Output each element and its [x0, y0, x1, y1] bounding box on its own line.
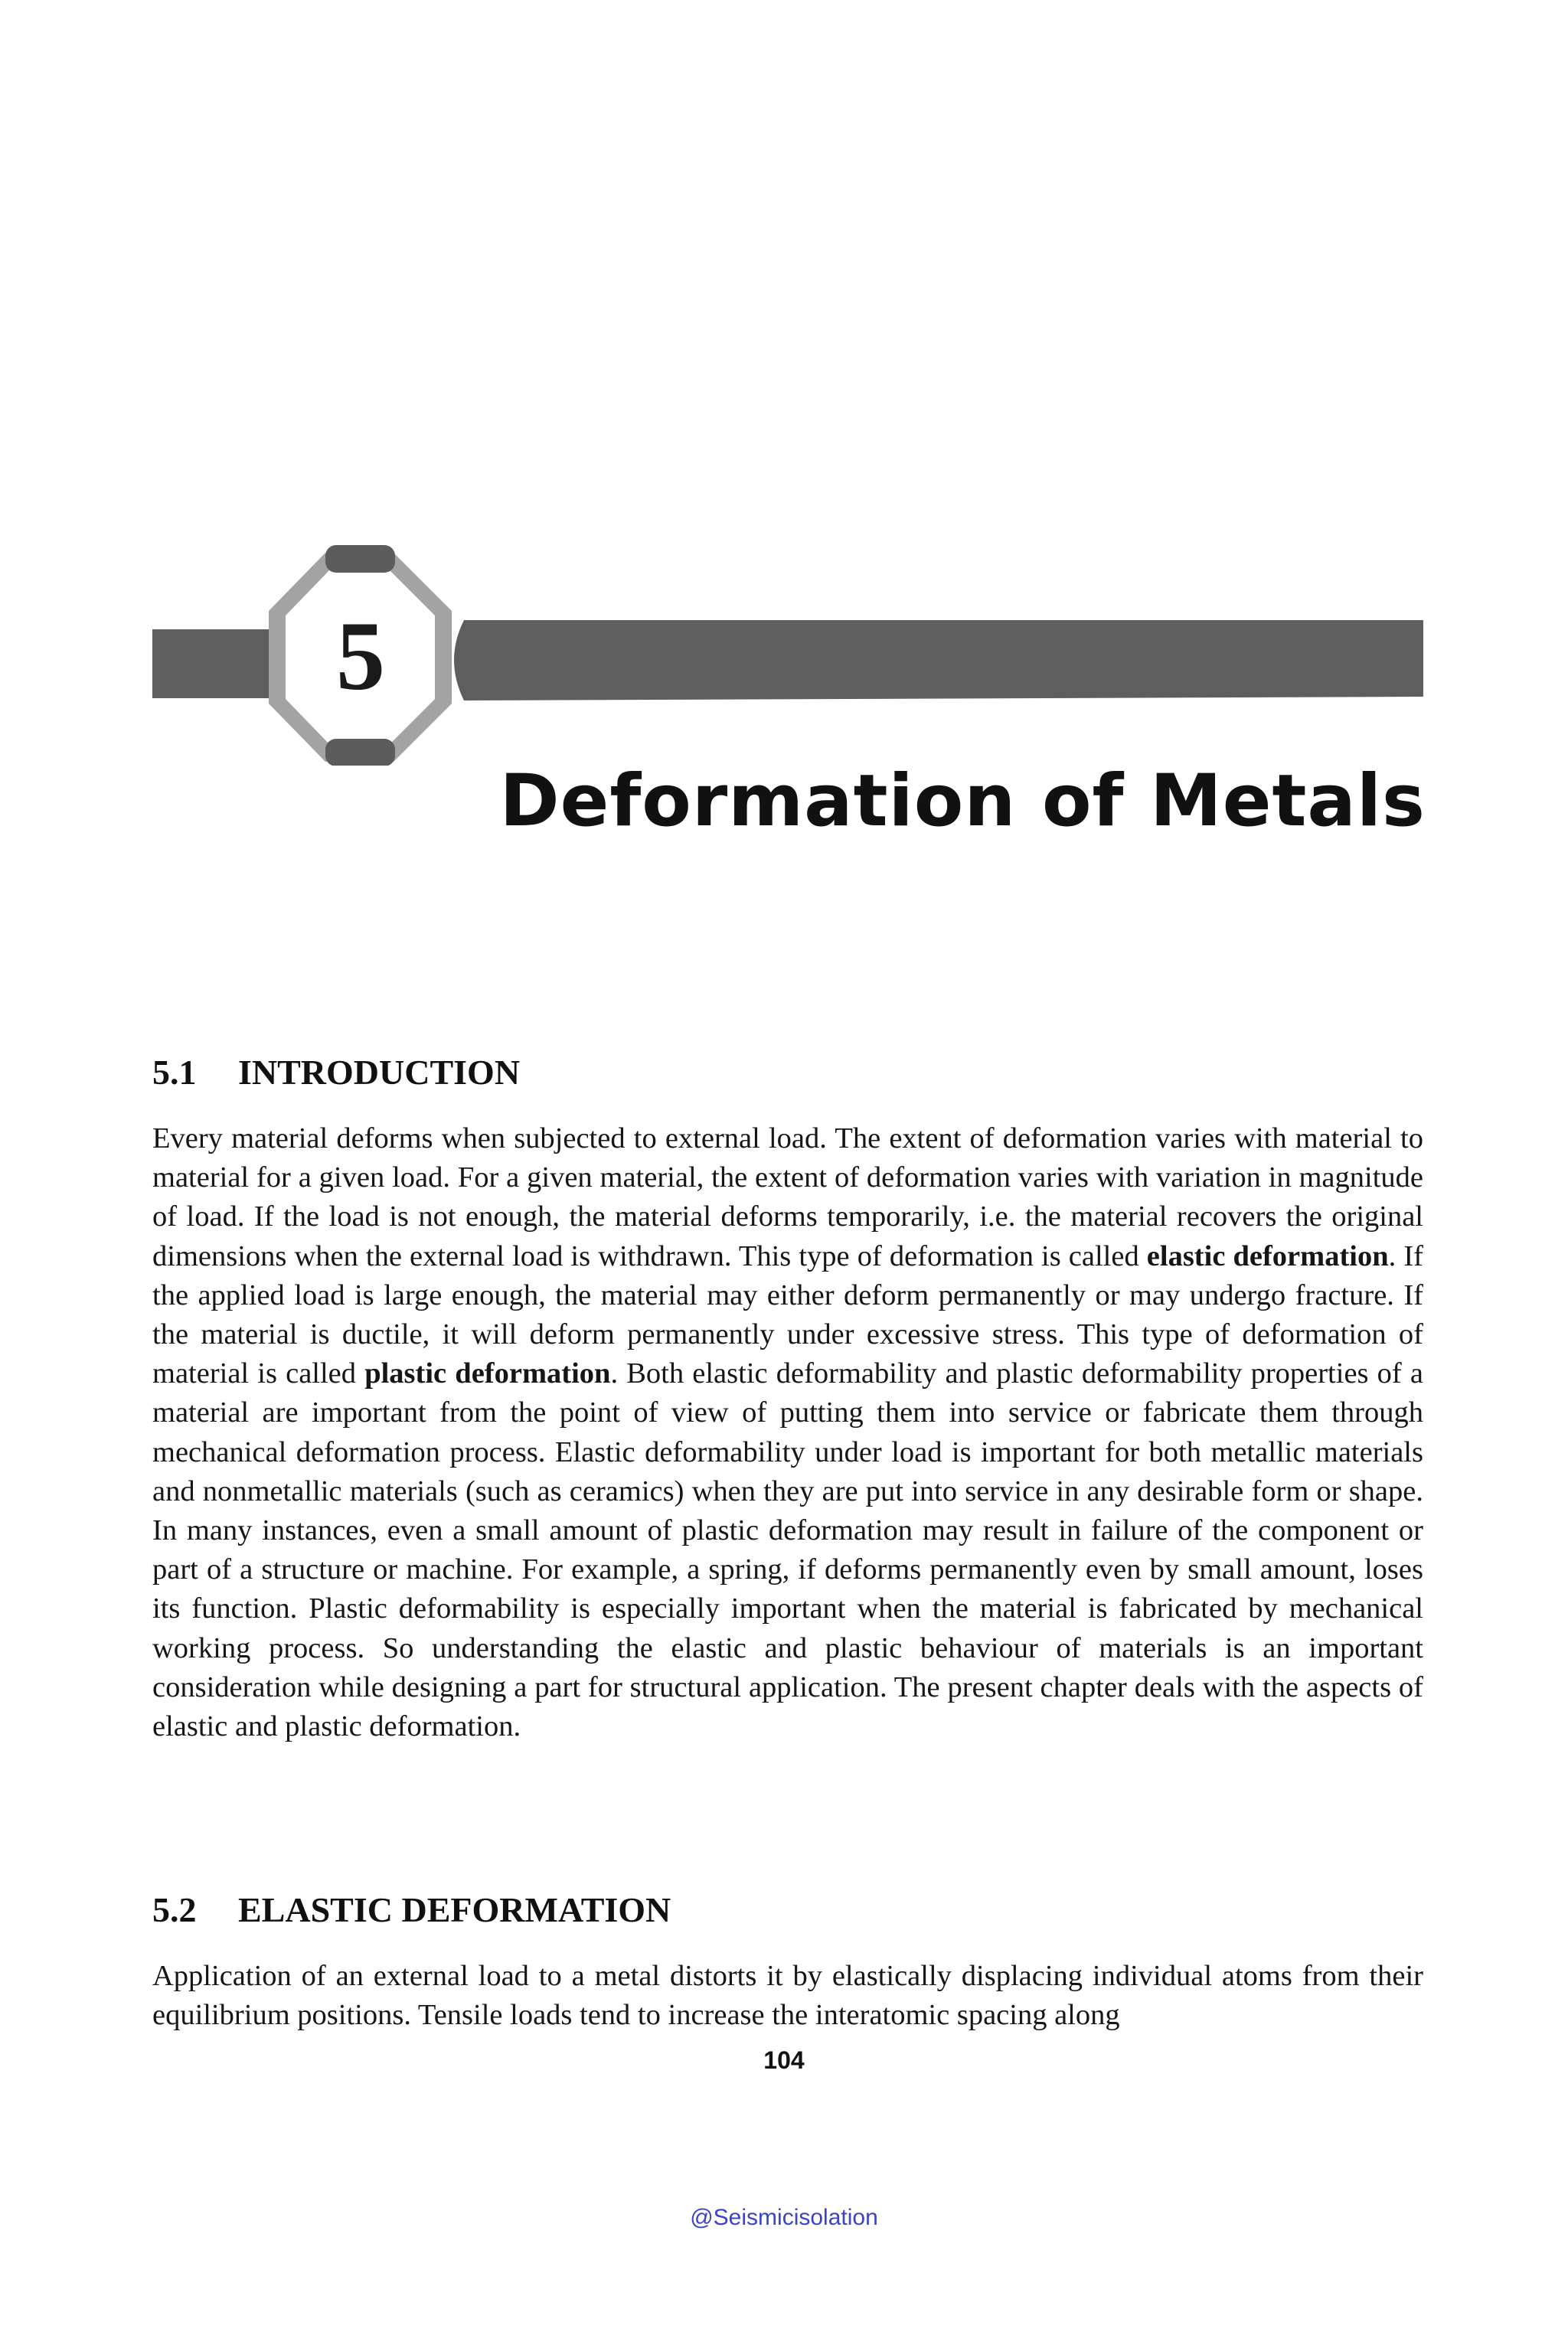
- text-run: Every material deforms when subjected to external load. The extent of deformation varies with material to material for a given load. For a given material, the extent of deformation varies with variation in magnitude of load. If the load is not enough, the material deforms temporarily, i.e. the material recovers the original dimensions when the external load is withdrawn. This type of deformation is called: [152, 1122, 1423, 1272]
- text-run: . If the applied load is large enough, the material may either deform permanently or may undergo fracture. If the material is ductile, it will deform permanently under excessive stress. This type of deformation of material is called: [152, 1239, 1423, 1390]
- chapter-number: 5: [336, 602, 385, 710]
- chapter-badge-top-cap: [325, 545, 395, 573]
- text-run: . Both elastic deformability and plastic deformability properties of a material are important from the point of view of putting them into service or fabricate them through mechanical deformation process. Elastic deformability under load is important for both metallic materials and nonmetallic materials (such as ceramics) when they are put into service in any desirable form or shape. In many instances, even a small amount of plastic deformation may result in failure of the component or part of a structure or machine. For example, a spring, if deforms permanently even by small amount, loses its function. Plastic deformability is especially important when the material is fabricated by mechanical working process. So understanding the elastic and plastic behaviour of materials is an important consideration while designing a part for structural application. The present chapter deals with the aspects of elastic and plastic deformation.: [152, 1357, 1423, 1743]
- chapter-badge: [0, 0, 1568, 766]
- text-run: Application of an external load to a metal distorts it by elastically displacing individual atoms from their equilibrium positions. Tensile loads tend to increase the interatomic spacing along: [152, 1960, 1423, 2032]
- term-plastic-deformation: plastic deformation: [364, 1357, 611, 1390]
- section-heading-introduction: [152, 1055, 520, 1090]
- section-number: 5.1: [152, 1053, 197, 1092]
- section-number: 5.2: [152, 1890, 197, 1929]
- introduction-paragraph: [152, 1119, 1423, 1746]
- watermark: @Seismicisolation: [690, 2205, 878, 2230]
- section-title: ELASTIC DEFORMATION: [238, 1890, 671, 1929]
- term-elastic-deformation: elastic deformation: [1146, 1239, 1389, 1272]
- chapter-badge-bottom-cap: [325, 739, 395, 766]
- section-heading-elastic-deformation: [152, 1892, 671, 1928]
- page-number: 104: [763, 2046, 805, 2074]
- chapter-banner-right: [454, 620, 1423, 700]
- section-title: INTRODUCTION: [238, 1053, 521, 1092]
- elastic-deformation-paragraph: [152, 1957, 1423, 2035]
- chapter-title: Deformation of Metals: [499, 759, 1426, 843]
